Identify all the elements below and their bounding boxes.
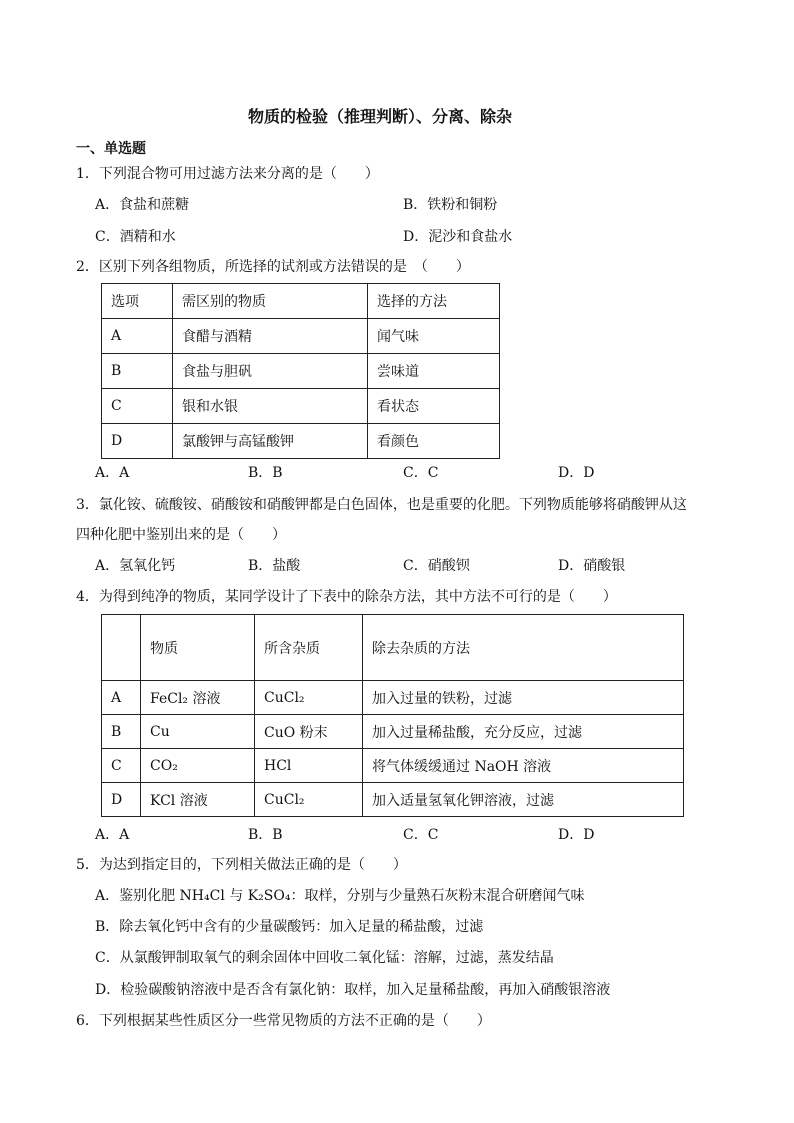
q3-option-b: B．盐酸 [248, 558, 301, 574]
table-cell: 将气体缓缓通过 NaOH 溶液 [363, 749, 684, 783]
section-heading: 一、单选题 [76, 141, 146, 157]
table-cell: 加入过量的铁粉，过滤 [363, 681, 684, 715]
q4-header-cell [102, 615, 141, 681]
table-cell: CuCl₂ [255, 681, 363, 715]
table-cell: C [102, 749, 141, 783]
table-row [102, 319, 500, 354]
table-row [102, 715, 684, 749]
table-cell: D [102, 783, 141, 817]
question-4-stem: 4．为得到纯净的物质，某同学设计了下表中的除杂方法，其中方法不可行的是（ ） [76, 589, 617, 605]
q3-option-a: A．氢氧化钙 [95, 558, 176, 574]
q2-option-c: C．C [403, 465, 439, 481]
q5-option-b: B．除去氧化钙中含有的少量碳酸钙：加入足量的稀盐酸，过滤 [95, 919, 484, 935]
table-cell: 看颜色 [368, 424, 500, 459]
q5-option-a: A．鉴别化肥 NH₄Cl 与 K₂SO₄：取样，分别与少量熟石灰粉末混合研磨闻气味 [95, 888, 585, 904]
table-cell: A [102, 319, 173, 354]
table-cell: 加入过量稀盐酸，充分反应，过滤 [363, 715, 684, 749]
table-row [102, 389, 500, 424]
q3-option-d: D．硝酸银 [558, 558, 626, 574]
table-cell: 闻气味 [368, 319, 500, 354]
table-cell: C [102, 389, 173, 424]
q2-header-cell: 需区别的物质 [173, 284, 368, 319]
table-cell: 食醋与酒精 [173, 319, 368, 354]
question-5-stem: 5．为达到指定目的，下列相关做法正确的是（ ） [76, 857, 407, 873]
table-cell: 尝味道 [368, 354, 500, 389]
q1-option-a: A．食盐和蔗糖 [95, 197, 190, 213]
table-row [102, 783, 684, 817]
q4-table-header-row [102, 615, 684, 681]
q4-option-b: B．B [248, 827, 283, 843]
table-cell: 看状态 [368, 389, 500, 424]
table-cell: FeCl₂ 溶液 [141, 681, 255, 715]
q4-header-cell: 物质 [141, 615, 255, 681]
table-cell: Cu [141, 715, 255, 749]
table-cell: B [102, 715, 141, 749]
q2-header-cell: 选择的方法 [368, 284, 500, 319]
q2-table [101, 283, 500, 459]
q2-option-b: B．B [248, 465, 283, 481]
table-cell: 食盐与胆矾 [173, 354, 368, 389]
question-6-stem: 6．下列根据某些性质区分一些常见物质的方法不正确的是（ ） [76, 1013, 491, 1029]
q4-option-c: C．C [403, 827, 439, 843]
table-row [102, 749, 684, 783]
q2-option-a: A．A [95, 465, 130, 481]
table-cell: 氯酸钾与高锰酸钾 [173, 424, 368, 459]
q4-header-cell: 除去杂质的方法 [363, 615, 684, 681]
q1-option-c: C．酒精和水 [95, 229, 176, 245]
table-cell: B [102, 354, 173, 389]
q2-header-cell: 选项 [102, 284, 173, 319]
table-row [102, 354, 500, 389]
q4-header-cell: 所含杂质 [255, 615, 363, 681]
table-cell: 加入适量氢氧化钾溶液，过滤 [363, 783, 684, 817]
q5-option-c: C．从氯酸钾制取氧气的剩余固体中回收二氧化锰：溶解，过滤，蒸发结晶 [95, 950, 554, 966]
q4-table [101, 614, 684, 817]
question-3-stem-line1: 3．氯化铵、硫酸铵、硝酸铵和硝酸钾都是白色固体，也是重要的化肥。下列物质能够将硝酸钾从这 [76, 497, 687, 513]
table-cell: 银和水银 [173, 389, 368, 424]
table-cell: CuCl₂ [255, 783, 363, 817]
question-3-stem-line2: 四种化肥中鉴别出来的是（ ） [76, 527, 286, 543]
page-title: 物质的检验（推理判断）、分离、除杂 [248, 107, 513, 126]
question-2-stem: 2．区别下列各组物质，所选择的试剂或方法错误的是 （ ） [76, 259, 470, 275]
table-cell: CuO 粉末 [255, 715, 363, 749]
q5-option-d: D．检验碳酸钠溶液中是否含有氯化钠：取样，加入足量稀盐酸，再加入硝酸银溶液 [95, 982, 611, 998]
table-cell: HCl [255, 749, 363, 783]
table-row [102, 681, 684, 715]
q3-option-c: C．硝酸钡 [403, 558, 470, 574]
table-cell: A [102, 681, 141, 715]
table-cell: CO₂ [141, 749, 255, 783]
table-row [102, 424, 500, 459]
q4-option-a: A．A [95, 827, 130, 843]
q1-option-b: B．铁粉和铜粉 [403, 197, 498, 213]
q2-table-header-row [102, 284, 500, 319]
question-1-stem: 1．下列混合物可用过滤方法来分离的是（ ） [76, 166, 379, 182]
q1-option-d: D．泥沙和食盐水 [403, 229, 513, 245]
q4-option-d: D．D [558, 827, 595, 843]
q2-option-d: D．D [558, 465, 595, 481]
table-cell: D [102, 424, 173, 459]
table-cell: KCl 溶液 [141, 783, 255, 817]
